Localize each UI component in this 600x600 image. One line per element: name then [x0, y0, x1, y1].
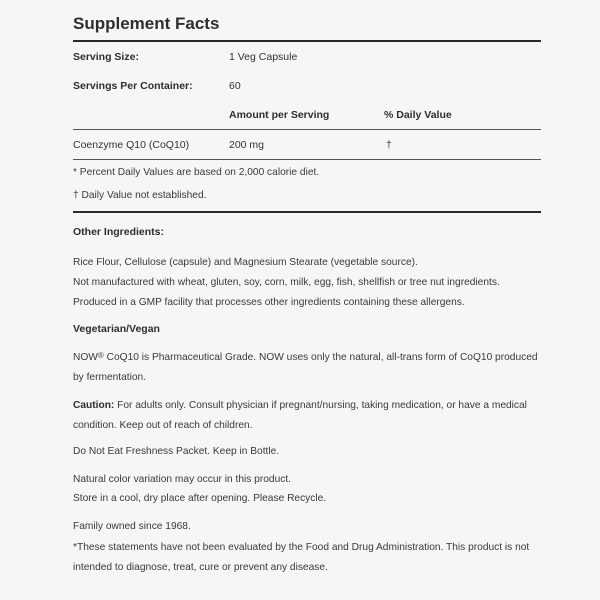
nutrient-row	[56, 139, 536, 153]
fda-disclaimer: *These statements have not been evaluated by the Food and Drug Administration. This product is not intended to diagnose, treat, cure or prevent any disease.	[73, 542, 530, 573]
nutrient-daily-value: †	[386, 139, 392, 151]
column-headers	[56, 109, 536, 123]
caution-statement	[73, 396, 543, 436]
footnote-dagger: † Daily Value not established.	[73, 190, 207, 201]
nutrient-divider	[73, 159, 541, 160]
serving-size-label: Serving Size:	[73, 51, 139, 63]
serving-size-row	[56, 51, 536, 65]
family-owned-statement: Family owned since 1968.	[73, 521, 191, 532]
nutrient-name: Coenzyme Q10 (CoQ10)	[73, 139, 190, 151]
allergen-statement: Not manufactured with wheat, gluten, soy, corn, milk, egg, fish, shellfish or tree nut ingredients. Produced in a GMP facility that processes other ingredients containing these allergens.	[73, 277, 500, 308]
freshness-statement: Do Not Eat Freshness Packet. Keep in Bottle.	[73, 446, 280, 457]
now-brand: NOW	[73, 352, 98, 363]
servings-per-container-row	[56, 80, 536, 94]
servings-per-container-label: Servings Per Container:	[73, 80, 193, 92]
title-divider	[73, 40, 541, 42]
other-ingredients-heading: Other Ingredients:	[73, 226, 165, 238]
facts-bottom-divider	[73, 211, 541, 213]
daily-value-column-header: % Daily Value	[384, 109, 452, 121]
registered-mark: ®	[97, 351, 104, 360]
header-divider	[73, 129, 541, 130]
serving-size-value: 1 Veg Capsule	[229, 51, 298, 63]
now-statement	[73, 348, 543, 388]
amount-column-header: Amount per Serving	[229, 109, 330, 121]
caution-text: For adults only. Consult physician if pregnant/nursing, taking medication, or have a medical condition. Keep out of reach of children.	[73, 400, 527, 431]
footnote-percent: * Percent Daily Values are based on 2,000 calorie diet.	[73, 167, 320, 178]
page-title: Supplement Facts	[73, 14, 220, 33]
storage-statement: Store in a cool, dry place after opening. Please Recycle.	[73, 493, 327, 504]
servings-per-container-value: 60	[229, 80, 241, 92]
now-statement-text: CoQ10 is Pharmaceutical Grade. NOW uses only the natural, all-trans form of CoQ10 produced by fermentation.	[73, 352, 538, 383]
color-variation-statement: Natural color variation may occur in this product.	[73, 474, 291, 485]
vegetarian-vegan-heading: Vegetarian/Vegan	[73, 323, 160, 335]
nutrient-amount: 200 mg	[229, 139, 265, 151]
supplement-facts-panel	[56, 0, 548, 600]
ingredient-list: Rice Flour, Cellulose (capsule) and Magnesium Stearate (vegetable source).	[73, 257, 418, 268]
caution-label: Caution:	[73, 400, 115, 411]
